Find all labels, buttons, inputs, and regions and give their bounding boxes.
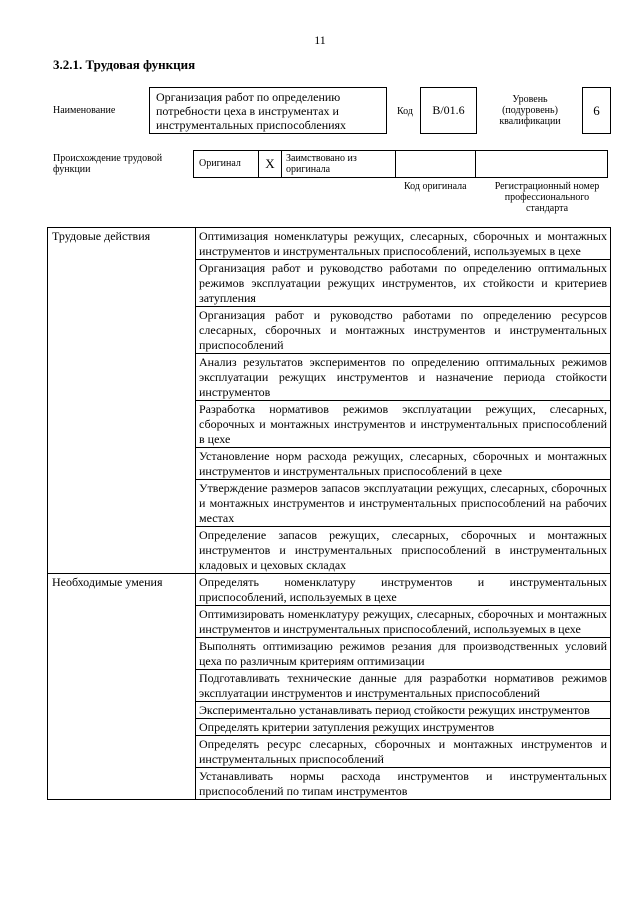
skill-header: Необходимые умения: [48, 574, 196, 800]
skill-item: Выполнять оптимизацию режимов резания для производственных условий цеха по различным критериям оптимизации: [196, 638, 611, 670]
labor-action-header: Трудовые действия: [48, 228, 196, 574]
original-code-label: Код оригинала: [404, 181, 467, 192]
skill-item: Оптимизировать номенклатуру режущих, слесарных, сборочных и монтажных инструментов и инструментальных приспособлений, используемых в цехе: [196, 606, 611, 638]
qualification-level-value: 6: [582, 87, 611, 134]
skill-item: Экспериментально устанавливать период стойкости режущих инструментов: [196, 702, 611, 719]
labor-action-item: Оптимизация номенклатуры режущих, слесарных, сборочных и монтажных инструментов и инструментальных приспособлений, используемых в цехе: [196, 228, 611, 260]
original-code-cell: [395, 150, 476, 178]
original-mark: X: [258, 150, 282, 178]
labor-action-item: Утверждение размеров запасов эксплуатации режущих, слесарных, сборочных и монтажных инструментов и инструментальных приспособлений на рабочих местах: [196, 480, 611, 527]
section-title: 3.2.1. Трудовая функция: [53, 57, 196, 72]
registration-number-cell: [475, 150, 608, 178]
labor-action-item: Установление норм расхода режущих, слесарных, сборочных и монтажных инструментов и инструментальных приспособлений в цехе: [196, 448, 611, 480]
skill-item: Подготавливать технические данные для разработки нормативов режимов эксплуатации инструментов и инструментальных приспособлений: [196, 670, 611, 702]
labor-action-item: Анализ результатов экспериментов по определению оптимальных режимов эксплуатации режущих инструментов и назначение периода стойкости инструментов: [196, 354, 611, 401]
registration-number-label: Регистрационный номер профессионального стандарта: [494, 181, 600, 214]
labor-action-item: Определение запасов режущих, слесарных, сборочных и монтажных инструментов и инструментальных приспособлений в инструментальных кладовых и цеховых складах: [196, 527, 611, 574]
original-label: Оригинал: [193, 150, 259, 178]
page-number: 11: [314, 33, 326, 47]
skill-row: [48, 574, 611, 606]
labor-action-item: Организация работ и руководство работами по определению оптимальных режимов эксплуатации режущих инструментов, их стойкости и критериев затупления: [196, 260, 611, 307]
name-label: Наименование: [53, 105, 116, 116]
origin-row: [193, 150, 610, 178]
skill-item: Определять критерии затупления режущих инструментов: [196, 719, 611, 736]
labor-action-item: Организация работ и руководство работами по определению ресурсов слесарных, сборочных и монтажных инструментов и инструментальных приспособлений: [196, 307, 611, 354]
function-table: [47, 227, 611, 800]
borrowed-label: Заимствовано из оригинала: [281, 150, 396, 178]
skill-item: Определять ресурс слесарных, сборочных и монтажных инструментов и инструментальных приспособлений: [196, 736, 611, 768]
qualification-level-label: Уровень (подуровень) квалификации: [499, 94, 561, 127]
function-name-value: Организация работ по определению потребности цеха в инструментах и инструментальных приспособлениях: [149, 87, 387, 134]
code-value: B/01.6: [420, 87, 477, 134]
labor-action-row: [48, 228, 611, 260]
code-label: Код: [397, 106, 413, 117]
origin-label: Происхождение трудовой функции: [53, 153, 163, 175]
skill-item: Устанавливать нормы расхода инструментов и инструментальных приспособлений по типам инструментов: [196, 768, 611, 800]
skill-item: Определять номенклатуру инструментов и инструментальных приспособлений, используемых в цехе: [196, 574, 611, 606]
labor-action-item: Разработка нормативов режимов эксплуатации режущих, слесарных, сборочных и монтажных инструментов и инструментальных приспособлений в цехе: [196, 401, 611, 448]
